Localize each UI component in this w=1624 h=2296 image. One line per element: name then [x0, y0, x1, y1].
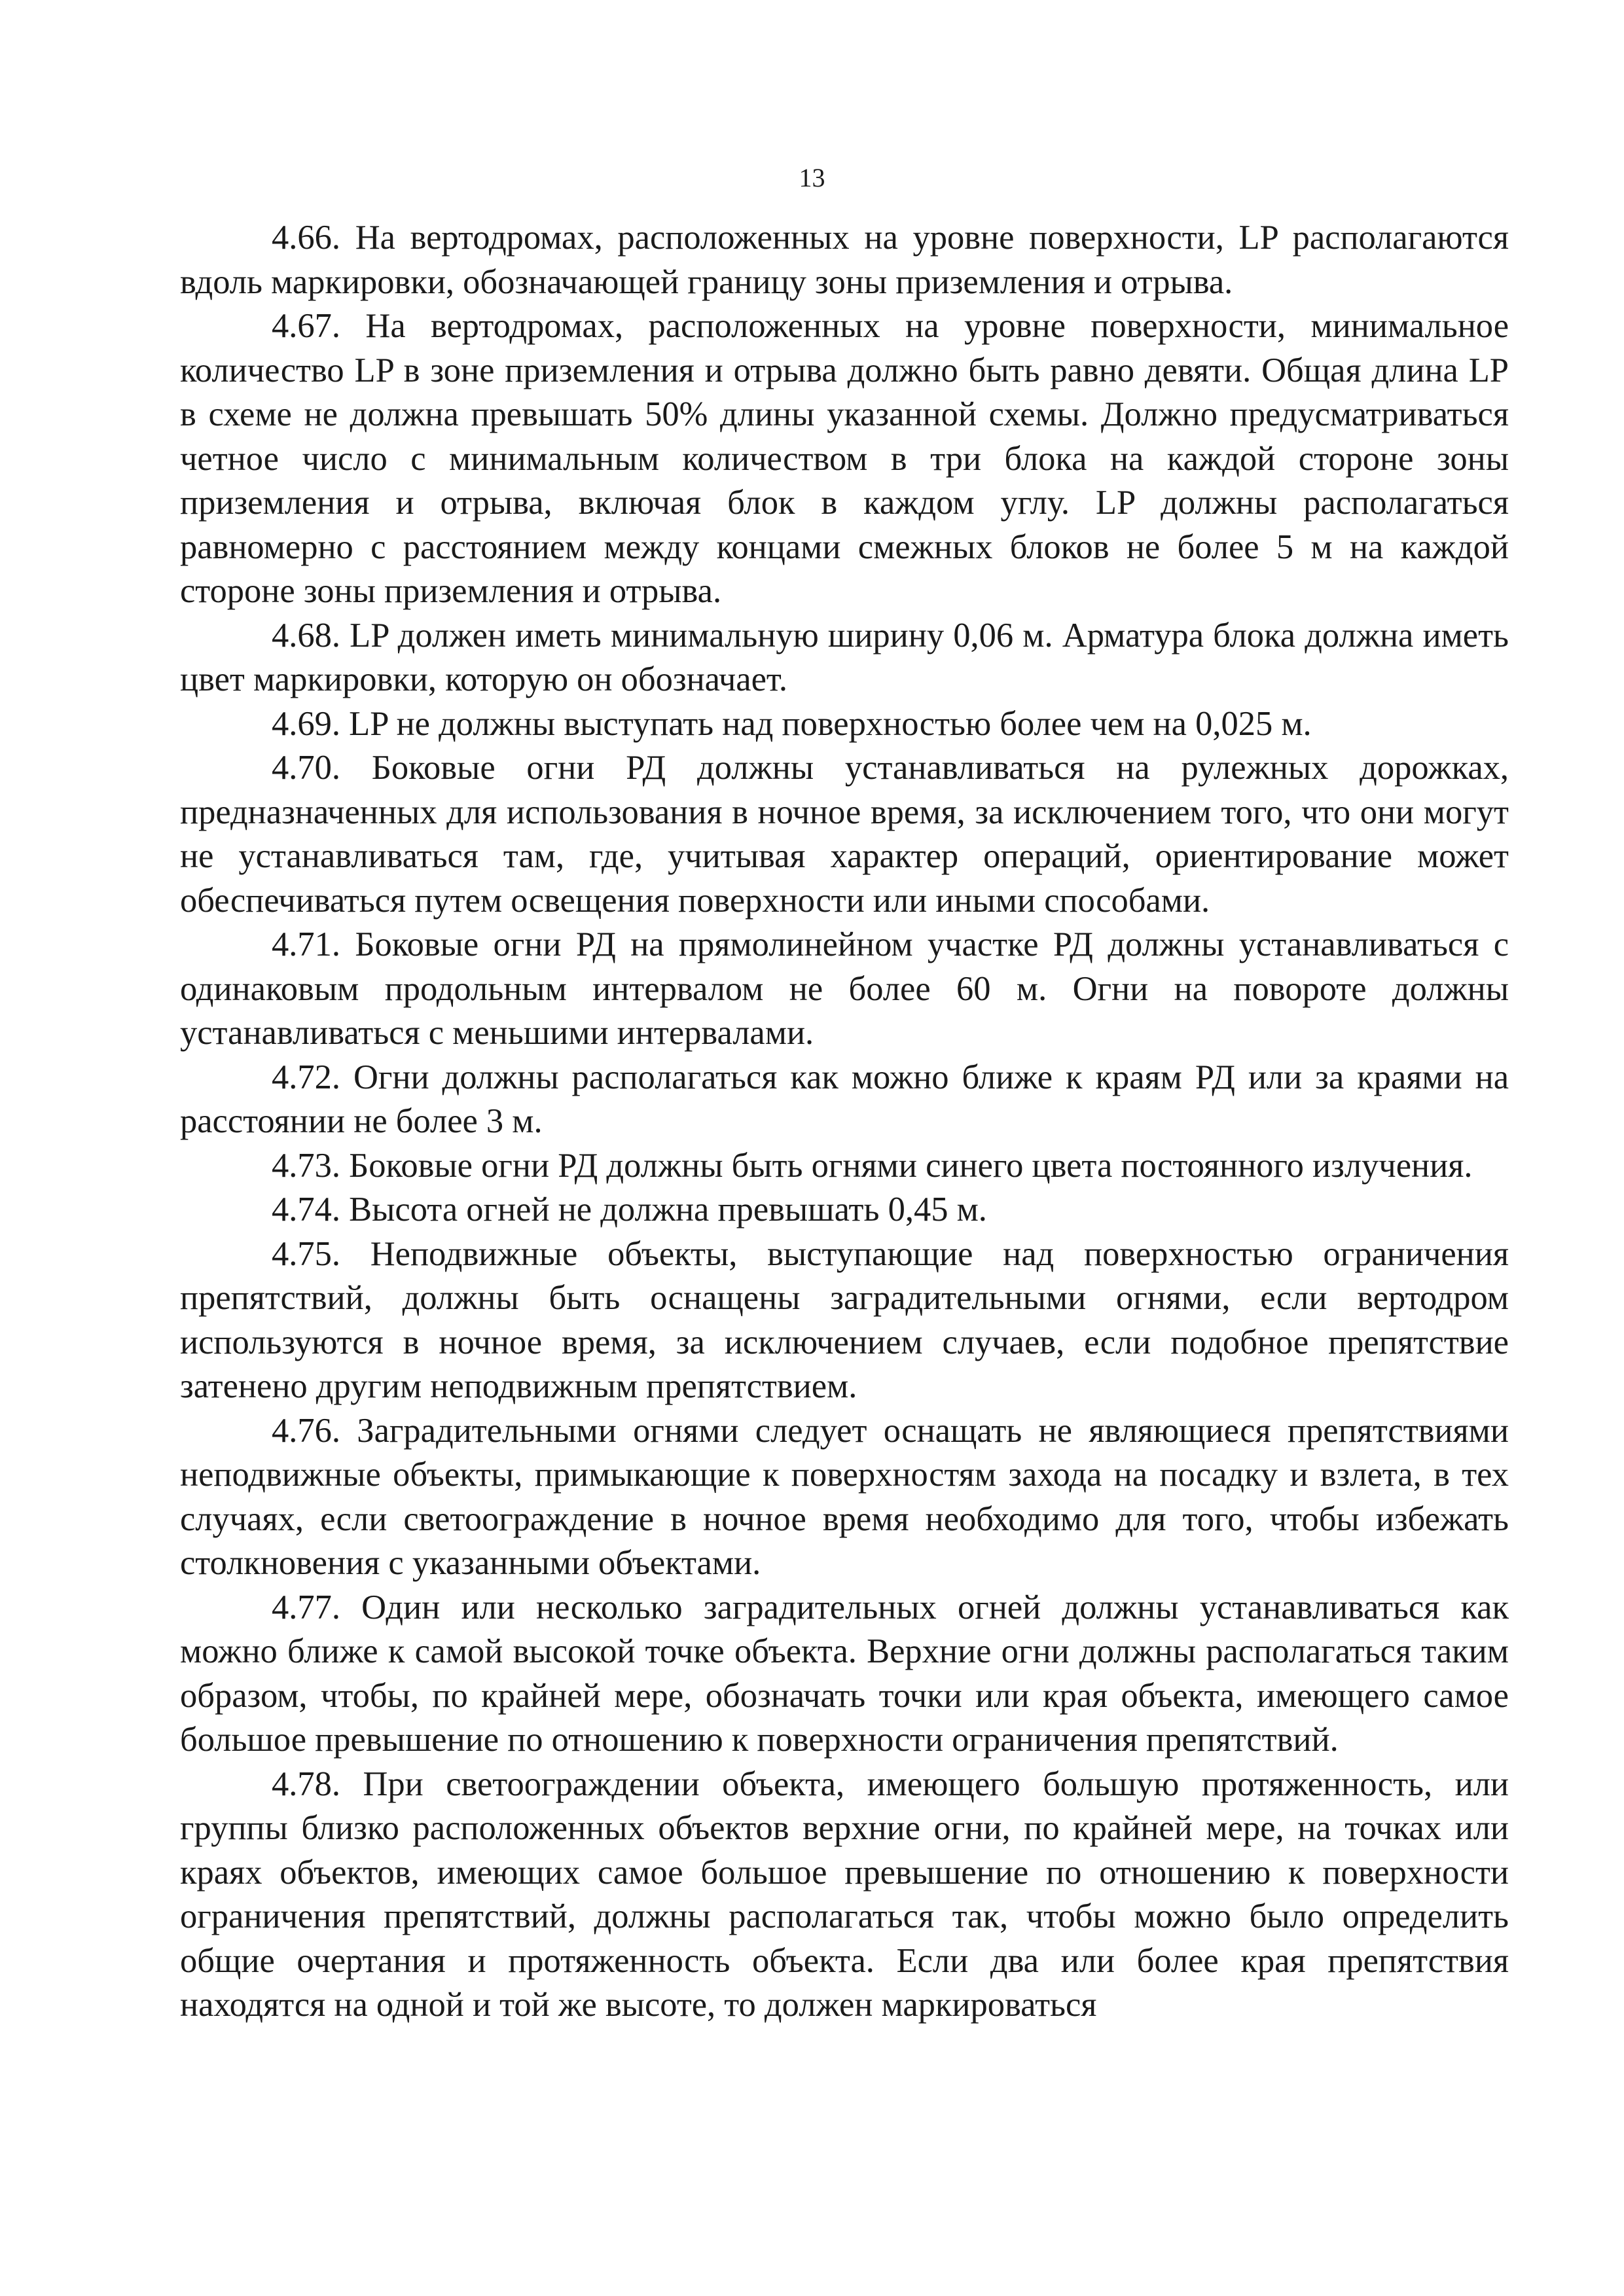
paragraph-4-70: 4.70. Боковые огни РД должны устанавливаться на рулежных дорожках, предназначенных для использования в ночное время, за исключением того, что они могут не устанавливаться там, где, учитывая характер операций, ориентирование может обеспечиваться путем освещения поверхности или иными способами.: [180, 749, 1509, 920]
paragraph-4-75: 4.75. Неподвижные объекты, выступающие над поверхностью ограничения препятствий, должны быть оснащены заградительными огнями, если вертодром используются в ночное время, за исключением случаев, если подобное препятствие затенено другим неподвижным препятствием.: [180, 1234, 1509, 1405]
paragraph-4-67: 4.67. На вертодромах, расположенных на уровне поверхности, минимальное количество LP в зоне приземления и отрыва должно быть равно девяти. Общая длина LP в схеме не должна превышать 50% длины указанной схемы. Должно предусматриваться четное число с минимальным количеством в три блока на каждой стороне зоны приземления и отрыва, включая блок в каждом углу. LP должны располагаться равномерно с расстоянием между концами смежных блоков не более 5 м на каждой стороне зоны приземления и отрыва.: [180, 307, 1509, 610]
page-number: 13: [799, 163, 825, 192]
paragraph-4-69: 4.69. LP не должны выступать над поверхностью более чем на 0,025 м.: [272, 704, 1312, 743]
paragraph-4-68: 4.68. LP должен иметь минимальную ширину 0,06 м. Арматура блока должна иметь цвет маркировки, которую он обозначает.: [180, 616, 1509, 698]
document-body: [180, 216, 1509, 2028]
paragraph-4-78: 4.78. При светоограждении объекта, имеющего большую протяженность, или группы близко расположенных объектов верхние огни, по крайней мере, на точках или краях объектов, имеющих самое большое превышение по отношению к поверхности ограничения препятствий, должны располагаться так, чтобы можно было определить общие очертания и протяженность объекта. Если два или более края препятствия находятся на одной и той же высоте, то должен маркироваться: [180, 1765, 1509, 2024]
paragraph-4-74: 4.74. Высота огней не должна превышать 0,45 м.: [272, 1191, 987, 1229]
paragraph-4-76: 4.76. Заградительными огнями следует оснащать не являющиеся препятствиями неподвижные объекты, примыкающие к поверхностям захода на посадку и взлета, в тех случаях, если светоограждение в ночное время необходимо для того, чтобы избежать столкновения с указанными объектами.: [180, 1411, 1509, 1582]
paragraph-4-73: 4.73. Боковые огни РД должны быть огнями синего цвета постоянного излучения.: [272, 1146, 1473, 1185]
paragraph-4-66: 4.66. На вертодромах, расположенных на уровне поверхности, LP располагаются вдоль маркировки, обозначающей границу зоны приземления и отрыва.: [180, 219, 1509, 301]
paragraph-4-72: 4.72. Огни должны располагаться как можно ближе к краям РД или за краями на расстоянии не более 3 м.: [180, 1058, 1509, 1140]
paragraph-4-77: 4.77. Один или несколько заградительных огней должны устанавливаться как можно ближе к самой высокой точке объекта. Верхние огни должны располагаться таким образом, чтобы, по крайней мере, обозначать точки или края объекта, имеющего самое большое превышение по отношению к поверхности ограничения препятствий.: [180, 1588, 1509, 1759]
paragraph-4-71: 4.71. Боковые огни РД на прямолинейном участке РД должны устанавливаться с одинаковым продольным интервалом не более 60 м. Огни на повороте должны устанавливаться с меньшими интервалами.: [180, 925, 1509, 1052]
